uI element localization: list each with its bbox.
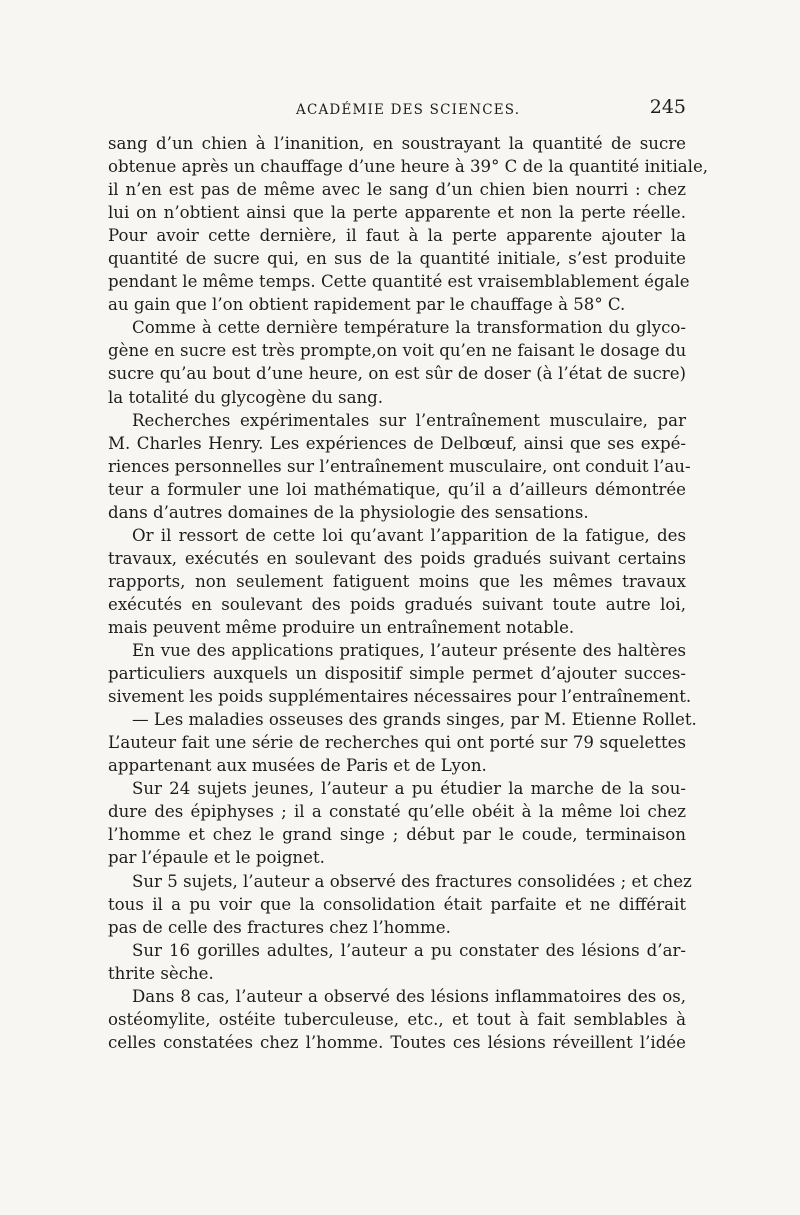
text-line: tous il a pu voir que la consolidation était parfaite et ne différait [108,894,686,914]
text-line: sang d’un chien à l’inanition, en soustrayant la quantité de sucre [108,134,686,153]
text-line: Pour avoir cette dernière, il faut à la perte apparente ajouter la [108,226,686,246]
text-line: l’homme et chez le grand singe ; début par le coude, terminaison [108,825,686,845]
text-line: Sur 24 sujets jeunes, l’auteur a pu étudier la marche de la sou- [132,779,686,799]
paragraph [108,777,686,869]
paragraph [108,639,692,708]
text-line: teur a formuler une loi mathématique, qu’il a d’ailleurs démontrée [108,479,686,499]
page-header [108,96,686,130]
text-line: L’auteur fait une série de recherches qui ont porté sur 79 squelettes [108,733,686,753]
text-line: au gain que l’on obtient rapidement par le chauffage à 58° C. [108,295,626,315]
paragraph [108,708,697,777]
text-line: par l’épaule et le poignet. [108,848,325,868]
body-text [108,132,709,1054]
text-line: En vue des applications pratiques, l’auteur présente des haltères [132,641,686,661]
text-line: riences personnelles sur l’entraînement musculaire, ont conduit l’au- [108,456,691,476]
text-line: pas de celle des fractures chez l’homme. [108,917,451,937]
text-line: gène en sucre est très prompte,on voit qu’en ne faisant le dosage du [108,341,687,361]
text-line: la totalité du glycogène du sang. [108,387,384,407]
paragraph [108,524,686,639]
text-line: sivement les poids supplémentaires nécessaires pour l’entraînement. [108,687,692,707]
text-line: M. Charles Henry. Les expériences de Delbœuf, ainsi que ses expé- [108,433,686,453]
text-line: ostéomylite, ostéite tuberculeuse, etc., et tout à fait semblables à [108,1009,686,1029]
paragraph [108,132,709,316]
text-line: appartenant aux musées de Paris et de Lyon. [108,756,487,776]
text-line: il n’en est pas de même avec le sang d’un chien bien nourri : chez [108,180,686,200]
text-line: sucre qu’au bout d’une heure, on est sûr de doser (à l’état de sucre) [108,364,686,384]
text-line: dure des épiphyses ; il a constaté qu’elle obéit à la même loi chez [108,802,686,822]
text-line: exécutés en soulevant des poids gradués suivant toute autre loi, [108,594,686,614]
paragraph [108,985,686,1054]
text-line: particuliers auxquels un dispositif simple permet d’ajouter succes- [108,664,686,684]
text-line: dans d’autres domaines de la physiologie des sensations. [108,502,589,522]
text-line: Dans 8 cas, l’auteur a observé des lésions inflammatoires des os, [132,986,686,1006]
text-line: obtenue après un chauffage d’une heure à 39° C de la quantité initiale, [108,157,709,177]
text-line: quantité de sucre qui, en sus de la quantité initiale, s’est produite [108,249,686,269]
text-line: pendant le même temps. Cette quantité est vraisemblablement égale [108,272,690,292]
text-line: Sur 16 gorilles adultes, l’auteur a pu constater des lésions d’ar- [132,940,686,960]
text-line: rapports, non seulement fatiguent moins que les mêmes travaux [108,571,686,591]
text-line: Recherches expérimentales sur l’entraînement musculaire, par [132,410,686,430]
text-line: Sur 5 sujets, l’auteur a observé des fractures consolidées ; et chez [132,871,692,891]
text-line: Comme à cette dernière température la transformation du glyco- [132,318,686,338]
text-line: celles constatées chez l’homme. Toutes ces lésions réveillent l’idée [108,1032,686,1052]
paragraph [108,409,691,524]
text-line: — Les maladies osseuses des grands singes, par M. Etienne Rollet. [132,710,697,730]
text-line: mais peuvent même produire un entraînement notable. [108,617,575,637]
page-number: 245 [649,96,686,118]
paragraph [108,870,692,939]
text-line: travaux, exécutés en soulevant des poids gradués suivant certains [108,548,686,568]
text-line: Or il ressort de cette loi qu’avant l’apparition de la fatigue, des [132,525,686,545]
text-line: thrite sèche. [108,963,214,983]
running-head: ACADÉMIE DES SCIENCES. [296,102,521,118]
paragraph [108,939,686,985]
book-page [108,96,709,1054]
paragraph [108,316,686,408]
text-line: lui on n’obtient ainsi que la perte apparente et non la perte réelle. [108,203,686,223]
